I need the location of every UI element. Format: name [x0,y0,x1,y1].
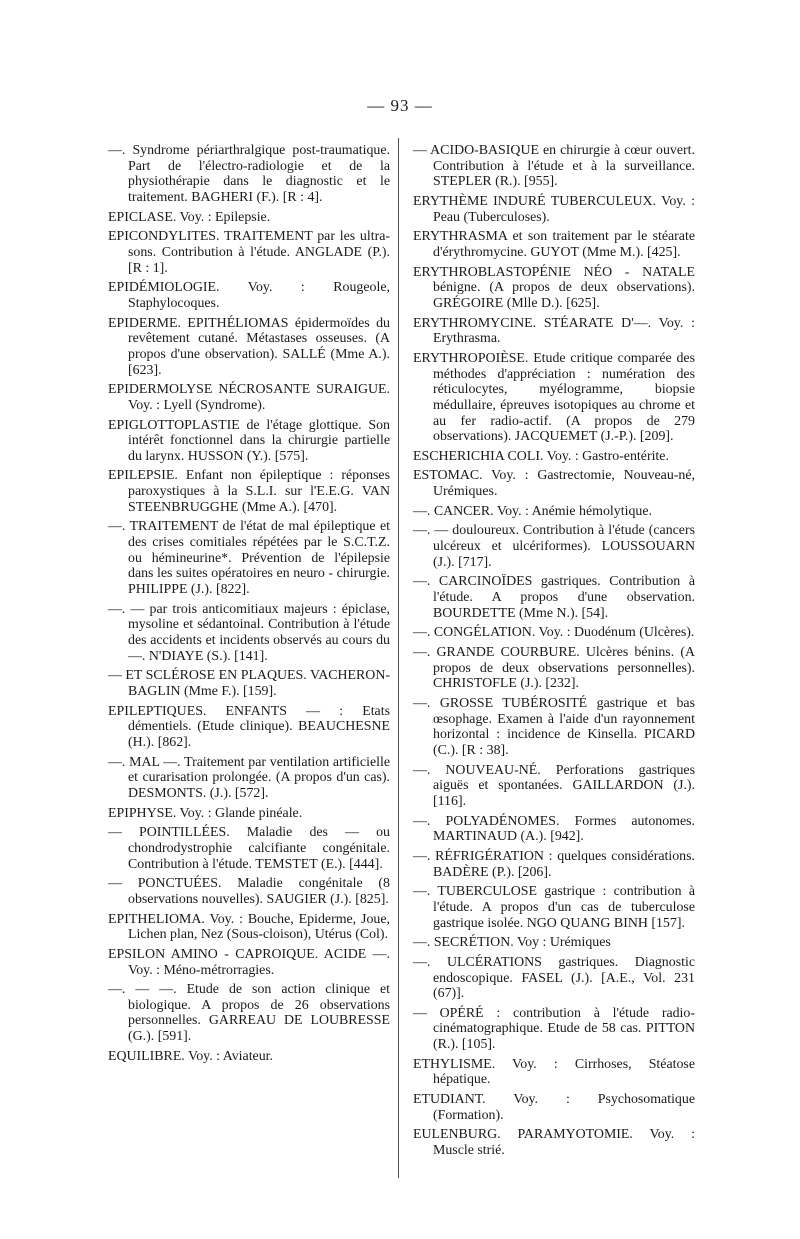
index-entry: EPIDÉMIOLOGIE. Voy. : Rougeole, Staphylocoques. [108,280,390,311]
index-entry: EPSILON AMINO - CAPROIQUE. ACIDE —. Voy. : Méno-métrorragies. [108,946,390,978]
index-entry: —. CANCER. Voy. : Anémie hémolytique. [413,503,652,519]
index-entry: ESTOMAC. Voy. : Gastrectomie, Nouveau-né, Urémiques. [413,468,695,500]
index-entry: —. — douloureux. Contribution à l'étude (cancers ulcéreux et ulcériformes). LOUSSOUARN (J.). [717]. [413,523,695,570]
index-entry: EPIDERMOLYSE NÉCROSANTE SURAIGUE. Voy. : Lyell (Syndrome). [108,382,390,413]
index-entry: EPIGLOTTOPLASTIE de l'étage glottique. Son intérêt fonctionnel dans la chirurgie partielle du larynx. HUSSON (Y.). [575]. [108,417,390,464]
index-entry: ERYTHÈME INDURÉ TUBERCULEUX. Voy. : Peau (Tuberculoses). [413,193,695,225]
index-entry: —. Syndrome périarthralgique post-traumatique. Part de l'électro-radiologie et de la physiothérapie dans le diagnostic et le traitement. BAGHERI (F.). [R : 4]. [108,143,390,205]
index-entry: —. — par trois anticomitiaux majeurs : épiclase, mysoline et sédantoinal. Contribution à l'étude des accidents et incidents observés au cours du —. N'DIAYE (S.). [141]. [108,601,390,664]
index-entry: EPICLASE. Voy. : Epilepsie. [108,209,271,225]
index-entry: — OPÉRÉ : contribution à l'étude radio-cinématographique. Etude de 58 cas. PITTON (R.). [105]. [413,1005,695,1053]
index-entry: ESCHERICHIA COLI. Voy. : Gastro-entérite. [413,448,669,464]
index-entry: —. SECRÉTION. Voy : Urémiques [413,935,611,951]
index-entry: — PONCTUÉES. Maladie congénitale (8 observations nouvelles). SAUGIER (J.). [825]. [108,876,390,907]
index-entry: —. RÉFRIGÉRATION : quelques considérations. BADÈRE (P.). [206]. [413,848,695,880]
index-entry: —. NOUVEAU-NÉ. Perforations gastriques aiguës et spontanées. GAILLARDON (J.). [116]. [413,762,695,809]
column-divider [398,138,399,1178]
page-number: — 93 — [367,96,433,115]
index-entry: — ET SCLÉROSE EN PLAQUES. VACHERON-BAGLIN (Mme F.). [159]. [108,668,390,699]
index-entry: EULENBURG. PARAMYOTOMIE. Voy. : Muscle strié. [413,1127,695,1159]
index-entry: —. POLYADÉNOMES. Formes autonomes. MARTINAUD (A.). [942]. [413,813,695,845]
index-entry: —. MAL —. Traitement par ventilation artificielle et curarisation prolongée. (A propos d'un cas). DESMONTS. (J.). [572]. [108,754,390,801]
index-entry: — ACIDO-BASIQUE en chirurgie à cœur ouvert. Contribution à l'étude et à la surveillance. STEPLER (R.). [955]. [413,143,695,190]
index-entry: EPILEPTIQUES. ENFANTS — : Etats démentiels. (Etude clinique). BEAUCHESNE (H.). [862]. [108,703,390,750]
index-entry: —. GROSSE TUBÉROSITÉ gastrique et bas œsophage. Examen à l'aide d'un rayonnement horizontal : incidence de Kinsella. PICARD (C.). [R : 38]. [413,696,695,758]
index-entry: ERYTHROPOIÈSE. Etude critique comparée des méthodes d'appréciation : numération des réticulocytes, myélogramme, biopsie médullaire, épreuves isotopiques au chrome et au fer radio-actif. (A propos de 279 observations). JACQUEMET (J.-P.). [209]. [413,350,695,445]
left-column [108,143,390,1068]
index-entry: ETHYLISME. Voy. : Cirrhoses, Stéatose hépatique. [413,1056,695,1088]
index-entry: ERYTHROMYCINE. STÉARATE D'—. Voy. : Erythrasma. [413,315,695,347]
index-entry: —. CONGÉLATION. Voy. : Duodénum (Ulcères). [413,625,695,641]
index-entry: —. ULCÉRATIONS gastriques. Diagnostic endoscopique. FASEL (J.). [A.E., Vol. 231 (67)]. [413,954,695,1002]
index-entry: EPIDERME. EPITHÉLIOMAS épidermoïdes du revêtement cutané. Métastases osseuses. (A propos d'une observation). SALLÉ (Mme A.). [623]. [108,315,390,378]
index-entry: — POINTILLÉES. Maladie des — ou chondrodystrophie calcifiante congénitale. Contribution à l'étude. TEMSTET (E.). [444]. [108,825,390,872]
index-entry: EPITHELIOMA. Voy. : Bouche, Epiderme, Joue, Lichen plan, Nez (Sous-cloison), Utérus (Col). [108,911,390,943]
index-entry: —. TRAITEMENT de l'état de mal épileptique et des crises comitiales répétées par le S.C.T.Z. ou hémineurine*. Prévention de l'épilepsie dans les suites opératoires en neuro - chirurgie. PHILIPPE (J.). [822]. [108,519,390,598]
index-entry: ERYTHRASMA et son traitement par le stéarate d'érythromycine. GUYOT (Mme M.). [425]. [413,229,695,260]
index-entry: —. GRANDE COURBURE. Ulcères bénins. (A propos de deux observations personnelles). CHRISTOFLE (J.). [232]. [413,645,695,692]
index-entry: ERYTHROBLASTOPÉNIE NÉO - NATALE bénigne. (A propos de deux observations). GRÉGOIRE (Mlle D.). [625]. [413,264,695,311]
index-entry: EQUILIBRE. Voy. : Aviateur. [108,1048,274,1064]
right-column [413,143,695,1163]
index-entry: —. — —. Etude de son action clinique et biologique. A propos de 26 observations personnelles. GARREAU DE LOUBRESSE (G.). [591]. [108,982,390,1045]
index-entry: ETUDIANT. Voy. : Psychosomatique (Formation). [413,1092,695,1123]
index-entry: EPICONDYLITES. TRAITEMENT par les ultra-sons. Contribution à l'étude. ANGLADE (P.). [R : 1]. [108,229,390,276]
index-entry: EPILEPSIE. Enfant non épileptique : réponses paroxystiques à la S.L.I. sur l'E.E.G. VAN STEENBRUGGHE (Mme A.). [470]. [108,468,390,515]
index-entry: —. TUBERCULOSE gastrique : contribution à l'étude. A propos d'un cas de tuberculose gastrique isolée. NGO QUANG BINH [157]. [413,884,695,931]
index-entry: —. CARCINOÏDES gastriques. Contribution à l'étude. A propos d'une observation. BOURDETTE (Mme N.). [54]. [413,574,695,621]
index-entry: EPIPHYSE. Voy. : Glande pinéale. [108,805,303,821]
